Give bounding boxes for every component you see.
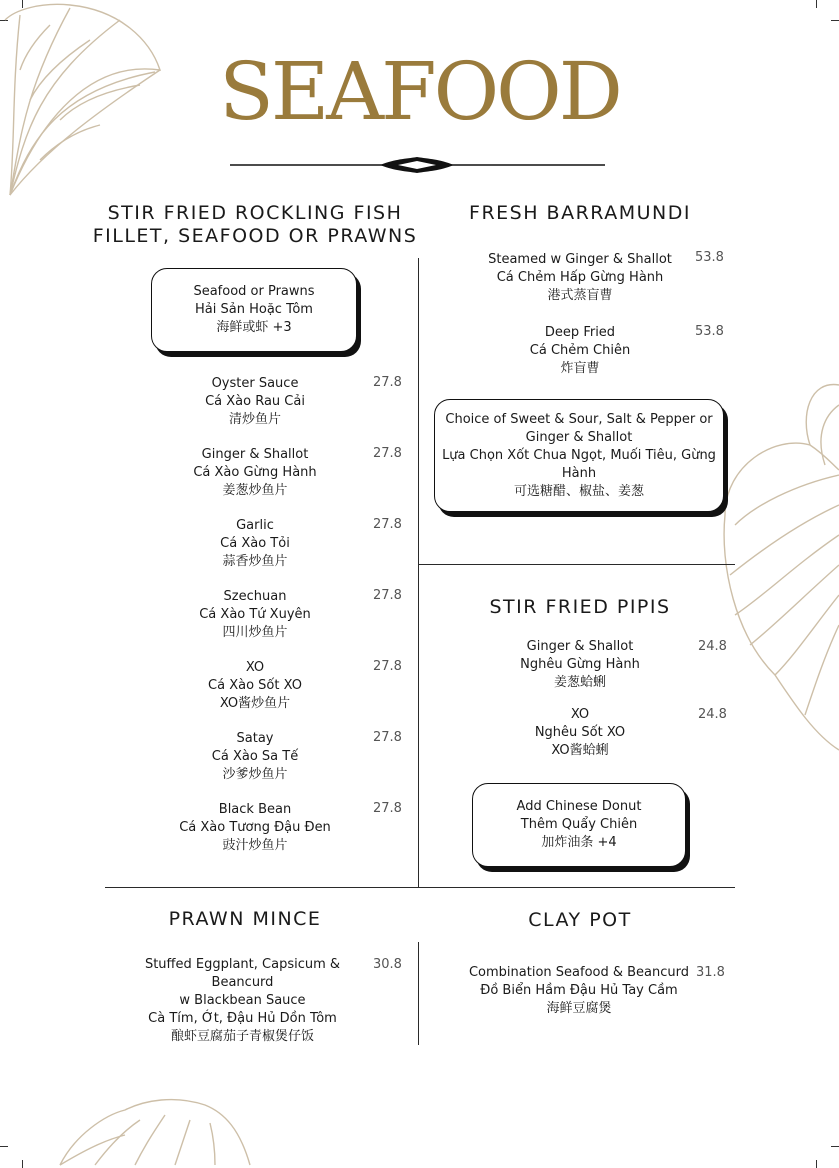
menu-item [155,730,355,784]
item-name-vi: Cá Xào Tỏi [220,536,290,551]
item-name-zh: 蒜香炒鱼片 [222,554,288,569]
menu-item [470,638,690,692]
item-name-en: XO [245,660,265,675]
item-name-zh: 沙爹炒鱼片 [222,767,288,782]
item-name-en: Steamed w Ginger & Shallot [488,252,672,267]
crop-mark [831,20,839,21]
horizontal-divider [105,887,735,888]
item-name-vi: Cá Xào Rau Cải [205,394,305,409]
menu-item [470,251,690,305]
section-title-barramundi: FRESH BARRAMUNDI [469,202,691,224]
item-name-zh: 炸盲曹 [560,361,600,376]
horizontal-divider [418,564,735,565]
item-price: 27.8 [373,730,402,745]
item-name-zh: 四川炒鱼片 [222,625,288,640]
box-text-vi: Hành [561,465,597,481]
item-name-zh: 清炒鱼片 [228,412,281,427]
menu-item [155,801,355,855]
item-name-vi: Cà Tím, Ớt, Đậu Hủ Dồn Tôm [148,1011,337,1026]
section-title-rockling [80,202,430,248]
menu-item [155,517,355,571]
item-price: 31.8 [696,965,725,980]
crop-mark [831,1146,839,1147]
vertical-divider [418,942,419,1045]
item-name-en: Stuffed Eggplant, Capsicum & Beancurd [144,957,341,990]
addon-box [472,783,686,867]
item-name-en: Ginger & Shallot [526,639,634,654]
item-name-zh: 海鲜豆腐煲 [546,1001,612,1016]
item-name-zh: XO酱炒鱼片 [219,696,291,711]
section-title-pipis: STIR FRIED PIPIS [489,596,671,618]
item-price: 53.8 [695,250,724,265]
item-name-vi: Cá Chẻm Chiên [529,343,631,358]
menu-item [155,446,355,500]
box-text-en: Seafood or Prawns [193,284,315,299]
section-title-prawn-mince: PRAWN MINCE [168,908,322,930]
crop-mark [816,1160,817,1168]
crop-mark [816,0,817,8]
box-text-vi: Thêm Quẩy Chiên [520,817,638,832]
item-name-zh: 姜葱蛤蜊 [553,675,606,690]
vertical-divider [418,258,419,888]
menu-item [468,964,690,1018]
leaf-decoration-bottom-left [55,1095,255,1168]
item-price: 24.8 [698,707,727,722]
menu-item [470,706,690,760]
box-text-en: Add Chinese Donut [516,799,642,814]
box-text-vi: Lựa Chọn Xốt Chua Ngọt, Muối Tiêu, Gừng [442,447,716,463]
item-name-zh: 港式蒸盲曹 [547,288,613,303]
item-name-en: Satay [236,731,274,746]
crop-mark [0,1146,8,1147]
item-price: 30.8 [373,957,402,972]
box-text-vi: Hải Sản Hoặc Tôm [195,302,313,317]
section-title-line: STIR FRIED ROCKLING FISH [107,202,403,224]
section-title-line: FILLET, SEAFOOD OR PRAWNS [92,225,418,247]
crop-mark [22,1160,23,1168]
item-price: 53.8 [695,324,724,339]
item-name-vi: Cá Chẻm Hấp Gừng Hành [496,270,664,285]
item-name-zh: 豉汁炒鱼片 [222,838,288,853]
box-text-en: Choice of Sweet & Sour, Salt & Pepper or [445,411,713,427]
item-name-vi: Cá Xào Sốt XO [208,678,302,693]
item-price: 24.8 [698,639,727,654]
divider-ornament [230,155,605,175]
item-price: 27.8 [373,446,402,461]
item-name-vi: Đồ Biển Hầm Đậu Hủ Tay Cầm [480,983,678,998]
menu-item [155,659,355,713]
item-name-en: Black Bean [218,802,292,817]
menu-item [155,375,355,429]
item-name-vi: Cá Xào Tương Đậu Đen [179,820,331,835]
item-name-vi: Nghêu Sốt XO [534,725,626,740]
item-price: 27.8 [373,517,402,532]
item-name-en: Szechuan [223,589,287,604]
menu-item [470,324,690,378]
item-name-zh: XO酱蛤蜊 [551,743,609,758]
box-text-zh: 可选糖醋、椒盐、姜葱 [513,483,644,499]
item-name-vi: Cá Xào Gừng Hành [193,465,317,480]
item-name-en: w Blackbean Sauce [179,993,306,1008]
item-name-zh: 姜葱炒鱼片 [222,483,288,498]
item-name-zh: 酿虾豆腐茄子青椒煲仔饭 [170,1029,314,1044]
item-name-en: XO [570,707,590,722]
section-title-clay-pot: CLAY POT [528,909,632,931]
item-name-vi: Cá Xào Tứ Xuyên [199,607,311,622]
item-name-en: Oyster Sauce [211,376,299,391]
box-text-zh: 加炸油条 +4 [541,835,617,850]
item-name-en: Ginger & Shallot [201,447,309,462]
box-text-en: Ginger & Shallot [525,429,633,445]
item-name-en: Deep Fried [544,325,616,340]
sauce-choice-box [434,399,724,512]
item-name-vi: Cá Xào Sa Tế [211,749,299,764]
upgrade-box [151,268,357,352]
page-title: SEAFOOD [219,45,620,138]
box-text-zh: 海鲜或虾 +3 [216,320,292,335]
menu-item [115,956,370,1046]
item-price: 27.8 [373,588,402,603]
item-name-en: Garlic [236,518,274,533]
menu-item [155,588,355,642]
item-name-en: Combination Seafood & Beancurd [468,965,690,980]
item-name-vi: Nghêu Gừng Hành [520,657,640,672]
item-price: 27.8 [373,801,402,816]
item-price: 27.8 [373,659,402,674]
item-price: 27.8 [373,375,402,390]
